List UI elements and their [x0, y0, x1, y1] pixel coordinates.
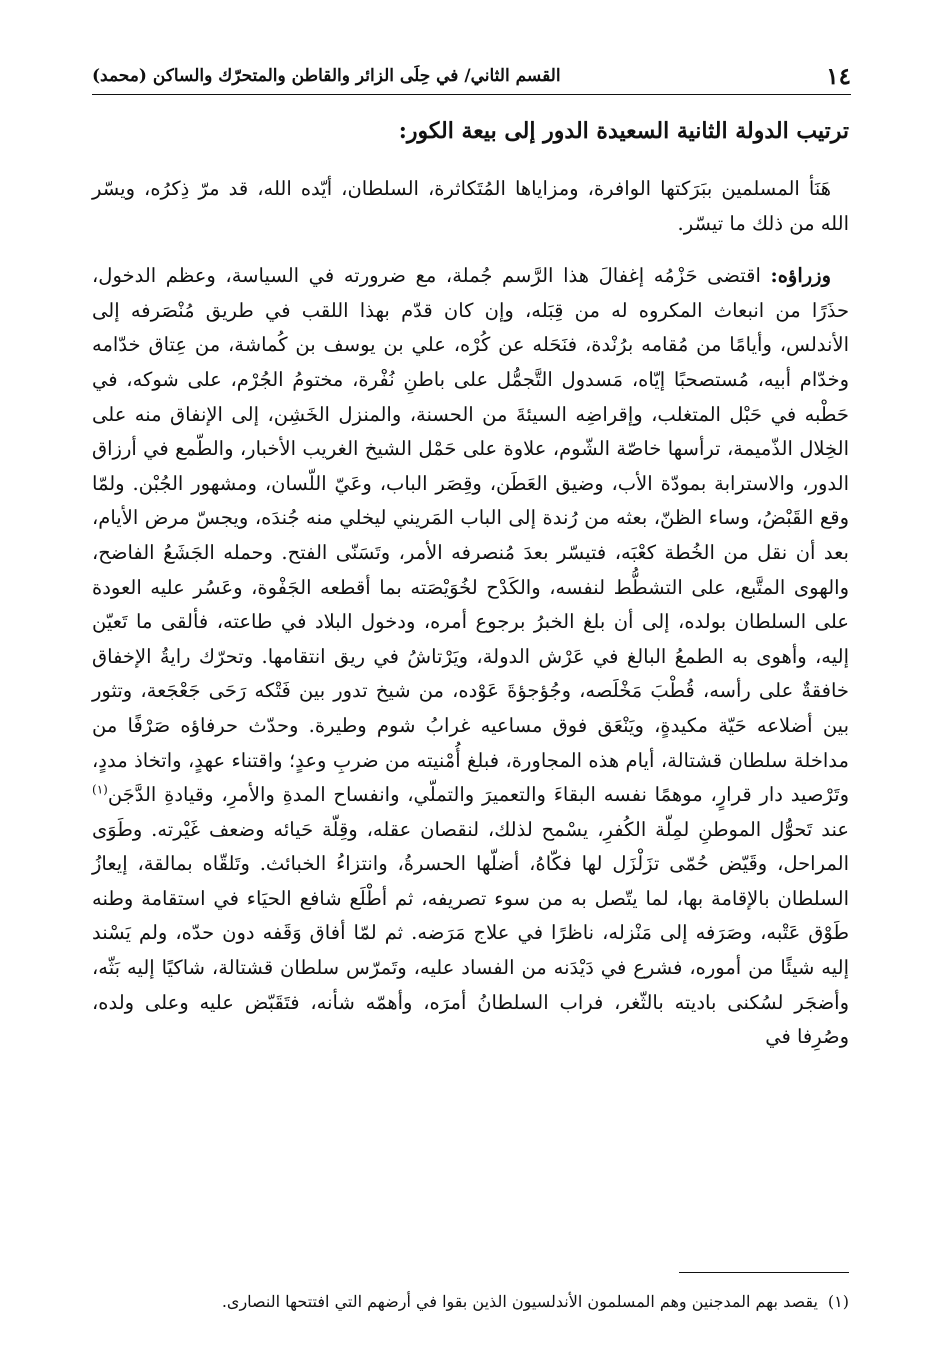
page-header	[92, 58, 851, 95]
paragraph-lead-word: وزراؤه:	[770, 264, 831, 288]
paragraph-ministers	[92, 259, 849, 1055]
paragraph-text-part-1: اقتضى حَزْمُه إغفالَ هذا الرَّسم جُملة، مع ضرورته في السياسة، وعظم الدخول، حذَرًا من انبعاث المكروه له من قِبَله، وإن كان قدّم بهذا اللقب في طريق مُنْصَرفه إلى الأندلس، وأيامًا من مُقامه برُنْدة، فنَحَله عن كُرْه، علي بن يوسف بن كُماشة، من عِتاق خدّامه وخدّام أبيه، مُستصحبًا إيّاه، مَسدول التَّجمُّل على باطنِ نُفْرة، مختومُ الجُرْم، على شوكه، في حَطْبه في حَبْل المتغلب، وإقراضِه السيئةَ من الحسنة، والمنزل الخَشِن، إلى الإنفاق منه على الخِلال الذّميمة، ترأسها خاصّة الشّوم، علاوة على حَمْل الشيخ الغريب الأخبار، والطّمع في أرزاق الدور، والاسترابة بمودّة الأب، وضيق العَطَن، وقِصَر الباب، وعَيّ اللّسان، ومشهور الجُبْن. ولمّا وقع القَبْضُ، وساء الظنّ، بعثه من رُندة إلى الباب المَريني ليخلي منه جُندَه، ويجسّ مرض الأيام، بعد أن نقل من الخُطة كعْبَه، فتيسّر بعدَ مُنصرفه الأمر، وتَسَنّى الفتح. وحمله الجَشَعُ الفاضح، والهوى المتَّبع، على التشطُّط لنفسه، والكَدْح لخُوَيْصَته بما أقطعه الجَفْوة، وعَسُر عليه العودة على السلطان بولده، إلى أن بلغ الخبرُ برجوع أمره، ودخول البلاد في طاعته، فألقى ما تَعيّن إليه، وأهوى به الطمعُ البالغ في عَرْش الدولة، ويَرْتاشُ في ريق انتقامها. وتحرّك رايةُ الإخفاق خافقةٌ على رأسه، قُطْبَ مَخْلَصه، وجُؤجؤةَ عَوْده، من شيخ تدور بين فَتْكه رَحَى جَعْجَعة، وتثور بين أضلاعه حَيّة مكيدةٍ، ويَنْعَق فوق مساعيه غرابُ شوم وطيرة. وحدّث حرفاؤه صَرْفًا من مداخلة سلطان قشتالة، أيام هذه المجاورة، فبلغ أُمْنيته من ضربِ وعدٍ؛ واقتناء عهدٍ، واتخاذ مددٍ، وتَرْصيد دار قرارٍ، موهمًا نفسه البقاءَ والتعميرَ والتملّي، وانفساح المدةِ والأمرِ، وقيادةِ الدَّجَن	[92, 264, 849, 807]
footnote-reference: (١)	[92, 782, 108, 797]
page-number: ١٤	[826, 62, 851, 90]
section-title: ترتيب الدولة الثانية السعيدة الدور إلى بيعة الكور:	[398, 118, 849, 144]
paragraph-text-part-2: عند تَحوُّل الموطنِ لمِلّة الكُفرِ، يسْمح لذلك، لنقصان عقله، وقِلّة حَيائه وضعف غَيْرته. وطَوَى المراحل، وقَيّض حُمّى تزَلْزَل لها فكّاهُ، أضلّها الحسرةُ، وانتزاءُ الخبائث. وتَلقّاه بمالقة، إيعازُ السلطان بالإقامة بها، لما يتّصل به من سوء تصريفه، ثم أطْلَع شافع الحيَاء في استقامة وطنه طَوْق عَتْبه، وصَرَفه إلى مَنْزله، ناظرًا في علاج مَرَضه. ثم لمّا أفاق وَقَفه دون حدّه، ولم يَسْند إليه شيئًا من أموره، فشرع في دَيْدَنه من الفساد عليه، وتَمرّس سلطان قشتالة، شاكيًا إليه بَثّه، وأضجَر لسُكنى باديته بالثّغر، فراب السلطانُ أمرَه، وأهمّه شأنه، فتَقَبّض عليه وعلى ولده، وصُرِفا في	[92, 817, 849, 1049]
footnote-divider	[679, 1272, 849, 1273]
footnotes	[92, 1290, 849, 1314]
paragraph-intro: هَنَأ المسلمين ببَرَكتها الوافرة، ومزاياها المُتَكاثرة، السلطان، أيّده الله، قد مرّ ذِكرُه، ويسّر الله من ذلك ما تيسّر.	[92, 177, 849, 235]
main-text	[92, 116, 849, 1055]
footnote-number: (١)	[827, 1292, 849, 1311]
footnote-text: يقصد بهم المدجنين وهم المسلمون الأندلسيون الذين بقوا في أرضهم التي افتتحها النصارى.	[221, 1292, 818, 1311]
running-head: القسم الثاني/ في حِلَى الزائر والقاطن والمتحرّك والساكن (محمد)	[92, 66, 561, 86]
